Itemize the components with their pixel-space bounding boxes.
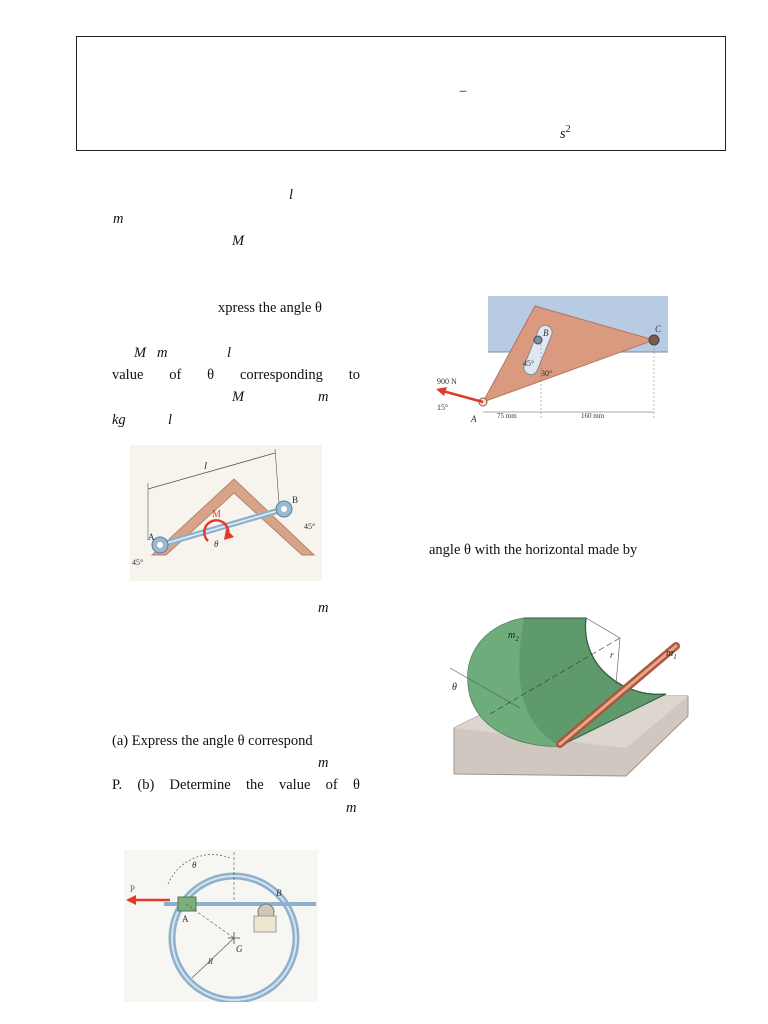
part-a-text: (a) Express the angle θ correspond xyxy=(112,733,313,749)
ring-collar-figure xyxy=(124,850,318,1002)
m2-symbol: m xyxy=(508,630,516,641)
m1-symbol: m xyxy=(666,648,674,659)
var-M-1: M xyxy=(232,233,245,249)
label-force-angle: 15° xyxy=(437,403,449,412)
word: to xyxy=(348,367,360,383)
minus-sign: − xyxy=(459,84,468,100)
word: Determine xyxy=(169,777,231,793)
label-angle-slot: 30° xyxy=(541,369,553,378)
var-m-5: m xyxy=(318,755,329,771)
word: of xyxy=(169,367,182,383)
var-M-2: M xyxy=(134,345,147,361)
var-l-1: l xyxy=(289,187,294,203)
var-m-4: m xyxy=(318,600,329,616)
problem-header-box xyxy=(76,36,726,151)
label-P: P xyxy=(130,884,136,894)
var-m-3: m xyxy=(318,389,329,405)
label-r: r xyxy=(610,650,614,660)
label-A: A xyxy=(182,914,189,924)
label-force: 900 N xyxy=(437,377,457,386)
plate-figure xyxy=(433,296,669,426)
word: value xyxy=(112,367,144,383)
label-moment-M: M xyxy=(212,509,221,520)
label-R: R xyxy=(208,957,213,966)
express-angle-text: xpress the angle θ xyxy=(218,300,322,316)
value-of-theta-line xyxy=(112,368,360,383)
word: the xyxy=(246,777,264,793)
label-angle-B: 45° xyxy=(304,522,316,531)
part-b-line xyxy=(112,778,360,793)
var-M-3: M xyxy=(232,389,245,405)
unit-exponent: 2 xyxy=(565,124,571,135)
label-l: l xyxy=(204,460,208,472)
var-m-1: m xyxy=(113,211,124,227)
label-B: B xyxy=(543,328,549,338)
label-dim-160: 160 mm xyxy=(581,412,605,420)
label-theta: θ xyxy=(452,682,457,693)
unit-kg: kg xyxy=(112,412,126,428)
word: P. xyxy=(112,777,123,793)
var-l-3: l xyxy=(168,412,173,428)
label-B: B xyxy=(292,495,299,505)
word: of xyxy=(325,777,338,793)
label-theta: θ xyxy=(214,539,219,549)
label-A: A xyxy=(148,532,155,542)
angle-horizontal-text: angle θ with the horizontal made by xyxy=(429,542,638,558)
label-angle-A: 45° xyxy=(132,558,144,567)
var-m-6: m xyxy=(346,800,357,816)
half-cylinder-figure xyxy=(440,598,690,790)
word: θ xyxy=(353,777,360,793)
word: value xyxy=(279,777,311,793)
m1-subscript: 1 xyxy=(673,653,677,661)
label-dim-75: 75 mm xyxy=(497,412,517,420)
label-A: A xyxy=(471,414,477,424)
word: corresponding xyxy=(239,367,323,383)
var-m-2: m xyxy=(157,345,168,361)
label-C: C xyxy=(655,324,662,334)
rod-in-groove-figure xyxy=(130,445,322,581)
unit-s: s xyxy=(560,125,566,142)
var-l-2: l xyxy=(227,345,232,361)
label-B: B xyxy=(276,888,282,898)
unit-seconds xyxy=(560,125,571,141)
label-angle-B: 45° xyxy=(523,359,535,368)
word: (b) xyxy=(137,777,155,793)
label-G: G xyxy=(236,944,243,954)
word: θ xyxy=(207,367,215,383)
m2-subscript: 2 xyxy=(515,635,519,643)
label-theta: θ xyxy=(192,860,197,870)
